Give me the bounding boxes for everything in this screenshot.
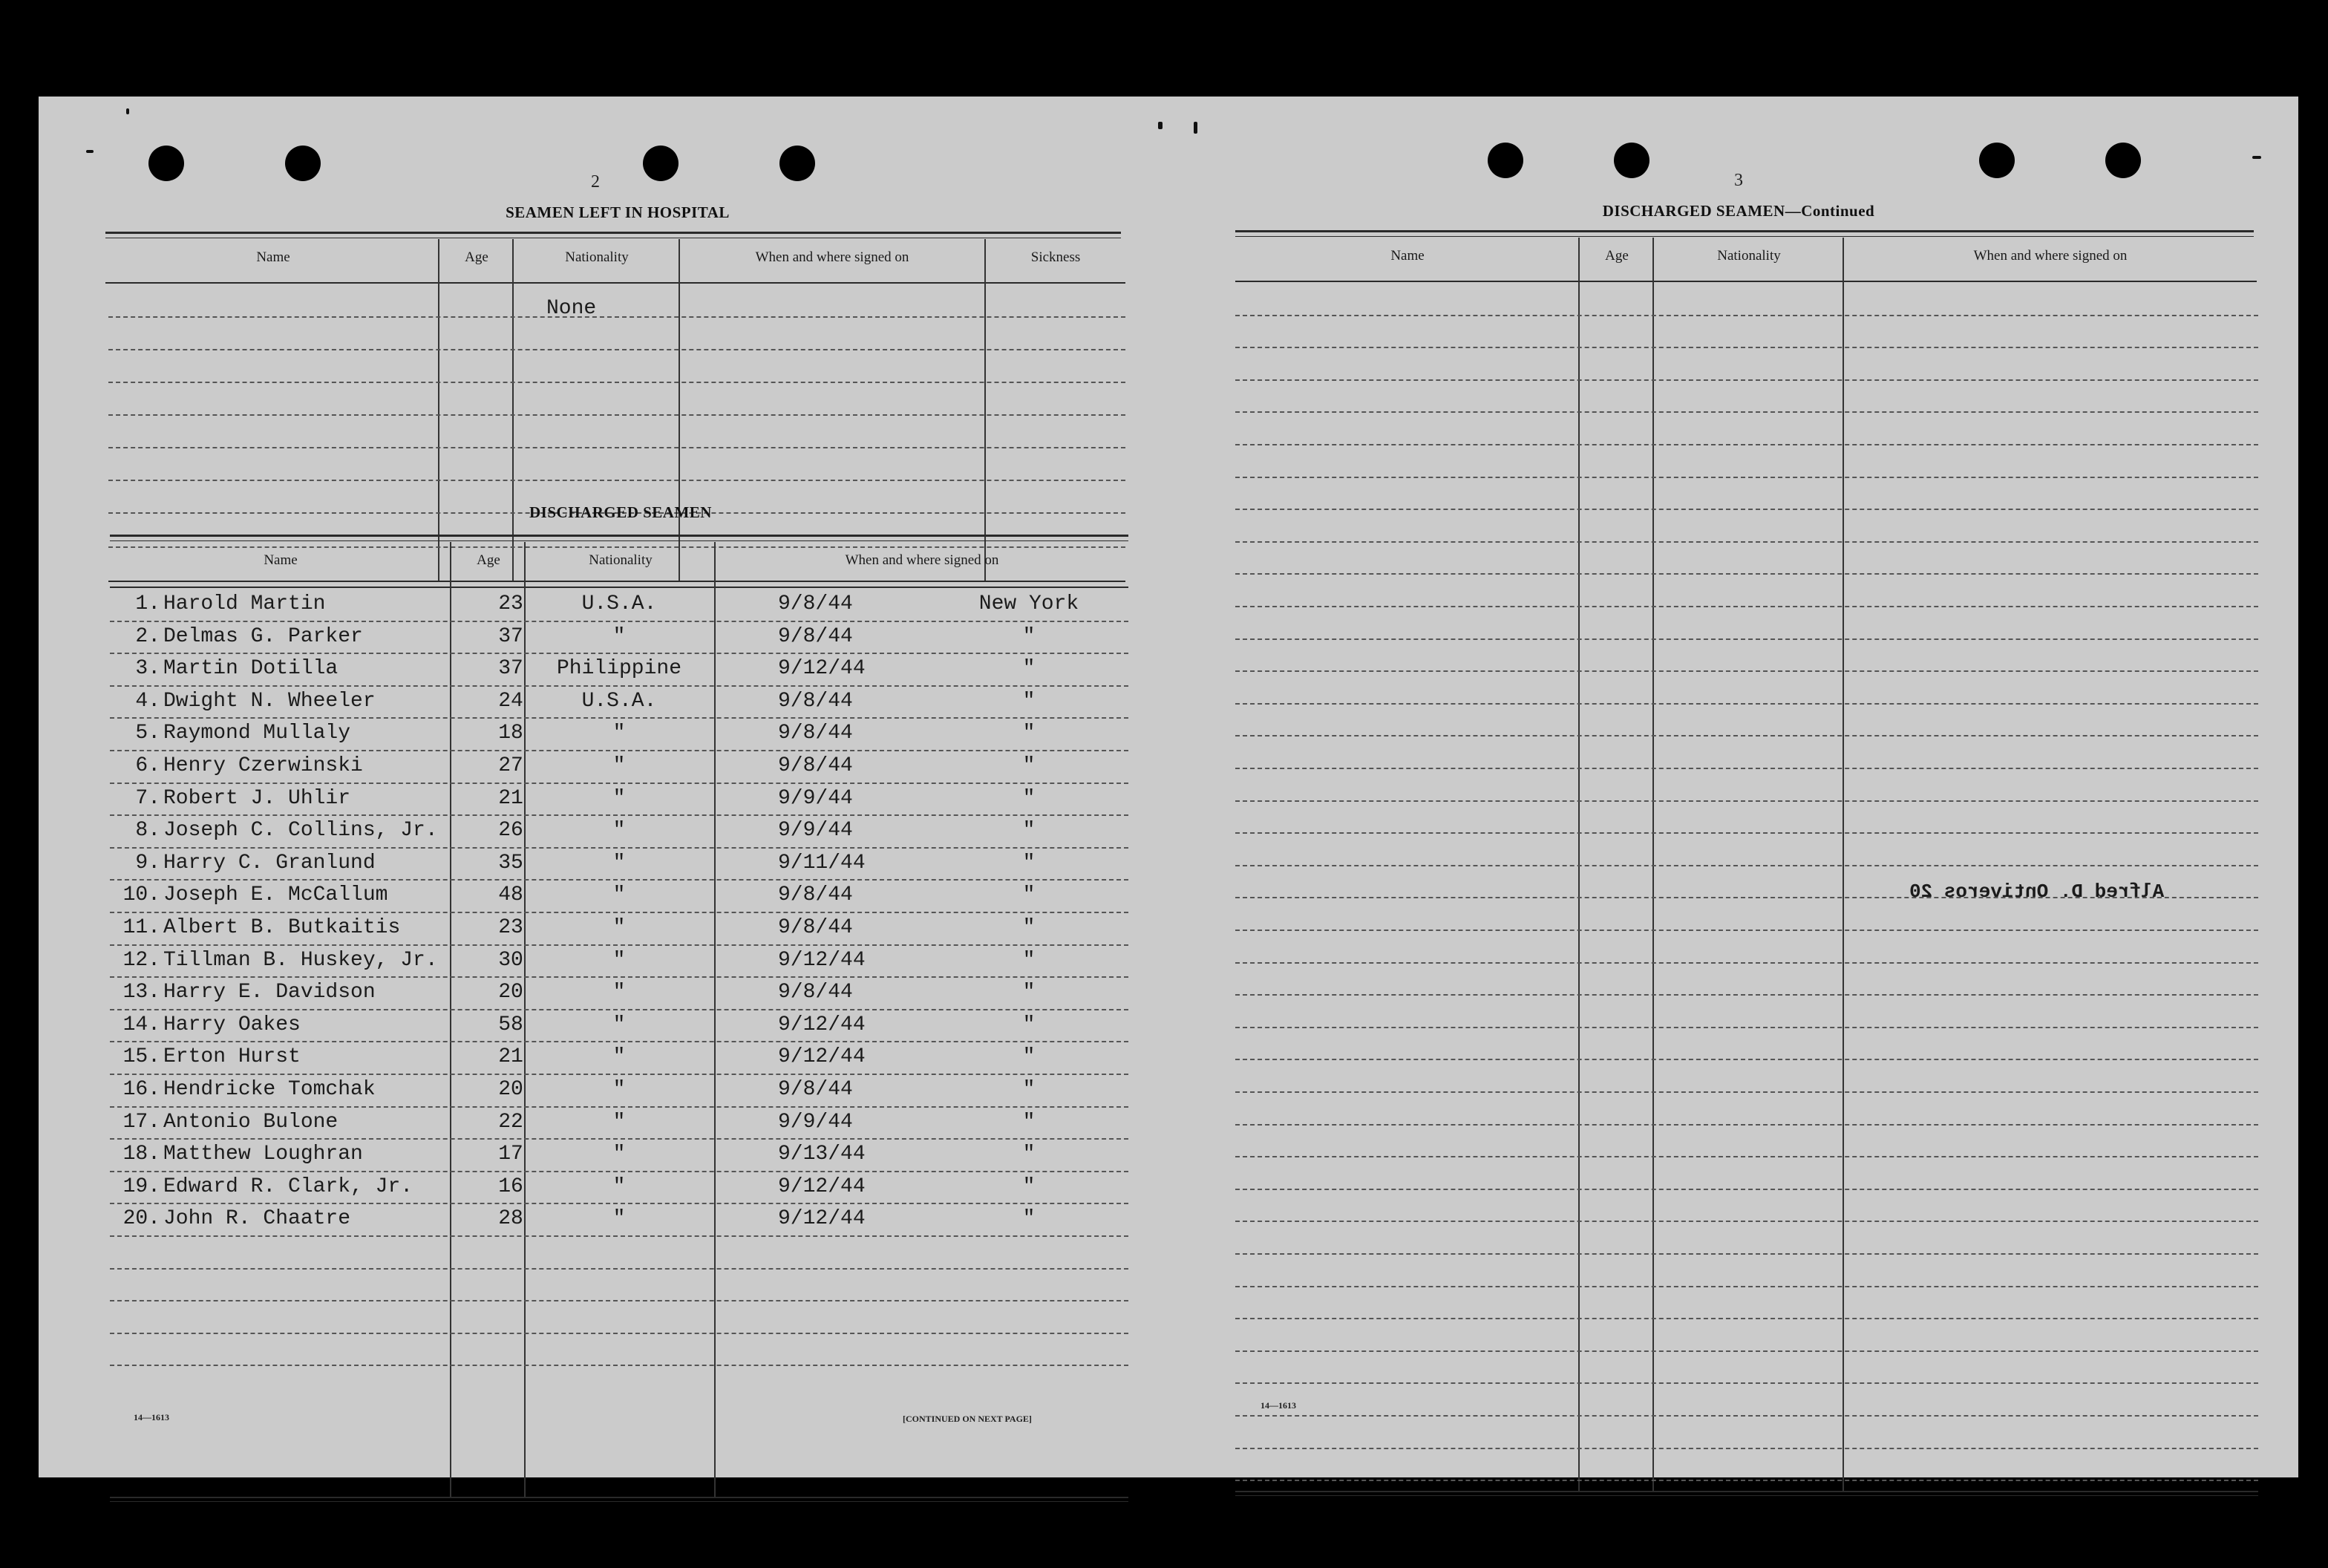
ruled-line: [110, 1106, 1128, 1108]
row-number: 19.: [122, 1175, 160, 1198]
ruled-line: [1235, 962, 2258, 964]
hospital-col-age: Age: [465, 249, 488, 265]
binder-hole: [148, 146, 184, 181]
table-rule: [105, 232, 1121, 234]
signed-on-date: 9/8/44: [778, 883, 853, 906]
signed-on-date: 9/8/44: [778, 754, 853, 777]
seaman-name: Albert B. Butkaitis: [163, 916, 401, 939]
seaman-age: 37: [498, 657, 523, 680]
signed-on-date: 9/9/44: [778, 787, 853, 810]
seaman-nationality: ": [612, 1175, 626, 1198]
seaman-age: 20: [498, 1078, 523, 1101]
row-number: 4.: [135, 690, 160, 713]
row-number: 11.: [122, 916, 160, 939]
ruled-line: [110, 685, 1128, 687]
signed-on-date: 9/8/44: [778, 625, 853, 648]
row-number: 10.: [122, 883, 160, 906]
ruled-line: [1235, 638, 2258, 640]
seaman-age: 23: [498, 592, 523, 615]
binder-hole: [1488, 143, 1523, 178]
ruled-line: [1235, 1027, 2258, 1028]
signed-on-date: 9/8/44: [778, 722, 853, 745]
signed-on-place: ": [1022, 819, 1036, 842]
ruled-line: [110, 783, 1128, 784]
seaman-name: Antonio Bulone: [163, 1111, 339, 1134]
seaman-nationality: ": [612, 1111, 626, 1134]
signed-on-place: ": [1022, 852, 1036, 875]
seaman-name: Harry Oakes: [163, 1013, 301, 1036]
ruled-line: [110, 976, 1128, 978]
seaman-age: 18: [498, 722, 523, 745]
table-rule: [110, 587, 1128, 588]
seaman-name: Martin Dotilla: [163, 657, 339, 680]
seaman-age: 58: [498, 1013, 523, 1036]
seaman-nationality: ": [612, 722, 626, 745]
signed-on-date: 9/12/44: [778, 1207, 866, 1230]
ruled-line: [108, 447, 1125, 448]
title-suffix: —Continued: [1785, 202, 1875, 220]
ruled-line: [1235, 1124, 2258, 1126]
row-number: 5.: [135, 722, 160, 745]
signed-on-date: 9/12/44: [778, 657, 866, 680]
seaman-nationality: ": [612, 625, 626, 648]
seaman-nationality: ": [612, 981, 626, 1004]
ruled-line: [1235, 1091, 2258, 1093]
ruled-line: [1235, 315, 2258, 316]
seaman-nationality: ": [612, 1013, 626, 1036]
seaman-nationality: ": [612, 787, 626, 810]
page-number: 2: [591, 172, 600, 192]
table-rule: [110, 540, 1128, 541]
ruled-line: [1235, 1189, 2258, 1190]
signed-on-place: ": [1022, 787, 1036, 810]
seaman-name: Hendricke Tomchak: [163, 1078, 376, 1101]
row-number: 3.: [135, 657, 160, 680]
row-number: 18.: [122, 1143, 160, 1166]
seaman-nationality: ": [612, 1078, 626, 1101]
hospital-col-nationality: Nationality: [565, 249, 629, 265]
signed-on-date: 9/8/44: [778, 916, 853, 939]
column-divider: [984, 239, 986, 582]
hospital-col-sickness: Sickness: [1030, 249, 1081, 265]
ruled-line: [110, 750, 1128, 751]
signed-on-date: 9/8/44: [778, 1078, 853, 1101]
seaman-name: Robert J. Uhlir: [163, 787, 351, 810]
signed-on-place: ": [1022, 949, 1036, 972]
binder-hole: [779, 146, 815, 181]
seaman-name: Edward R. Clark, Jr.: [163, 1175, 413, 1198]
signed-on-date: 9/8/44: [778, 981, 853, 1004]
ruled-line: [1235, 800, 2258, 802]
page-number: 3: [1734, 171, 1743, 190]
ruled-line: [1235, 1480, 2258, 1481]
seaman-name: Harry E. Davidson: [163, 981, 376, 1004]
ruled-line: [1235, 1448, 2258, 1449]
seaman-nationality: Philippine: [556, 657, 682, 680]
table-rule: [110, 1497, 1128, 1498]
seaman-age: 22: [498, 1111, 523, 1134]
table-rule: [1235, 1491, 2258, 1492]
signed-on-place: ": [1022, 1078, 1036, 1101]
table-rule: [110, 1501, 1128, 1502]
ruled-line: [110, 1235, 1128, 1237]
ruled-line: [1235, 703, 2258, 705]
ruled-line: [1235, 994, 2258, 996]
ruled-line: [1235, 379, 2258, 381]
ruled-line: [1235, 477, 2258, 478]
seaman-nationality: U.S.A.: [581, 592, 657, 615]
ruled-line: [1235, 509, 2258, 510]
ruled-line: [1235, 735, 2258, 736]
seaman-nationality: ": [612, 754, 626, 777]
table-rule: [1235, 1495, 2258, 1496]
seaman-name: Dwight N. Wheeler: [163, 690, 376, 713]
row-number: 12.: [122, 949, 160, 972]
signed-on-place: ": [1022, 916, 1036, 939]
signed-on-date: 9/12/44: [778, 949, 866, 972]
column-divider: [438, 239, 439, 582]
signed-on-place: ": [1022, 657, 1036, 680]
signed-on-place: ": [1022, 1045, 1036, 1068]
ruled-line: [1235, 832, 2258, 834]
row-number: 9.: [135, 852, 160, 875]
binder-hole: [285, 146, 321, 181]
seaman-age: 37: [498, 625, 523, 648]
continued-col-nationality: Nationality: [1717, 248, 1781, 264]
ruled-line: [108, 480, 1125, 481]
seaman-name: Raymond Mullaly: [163, 722, 351, 745]
seaman-name: Matthew Loughran: [163, 1143, 363, 1166]
signed-on-place: ": [1022, 1013, 1036, 1036]
seaman-name: Tillman B. Huskey, Jr.: [163, 949, 438, 972]
document-paper: [39, 97, 2298, 1477]
seaman-age: 48: [498, 883, 523, 906]
continued-col-name: Name: [1390, 248, 1425, 264]
table-rule: [105, 282, 1125, 284]
ink-speck: [1194, 122, 1197, 134]
ruled-line: [110, 653, 1128, 654]
hospital-section-title: SEAMEN LEFT IN HOSPITAL: [506, 203, 730, 221]
continued-col-signed-on: When and where signed on: [1973, 248, 2128, 264]
seaman-nationality: ": [612, 852, 626, 875]
seaman-age: 20: [498, 981, 523, 1004]
row-number: 17.: [122, 1111, 160, 1134]
ink-speck: [86, 150, 94, 153]
ruled-line: [110, 1365, 1128, 1366]
table-rule: [1235, 281, 2257, 282]
section-title: DISCHARGED SEAMEN: [1602, 202, 1785, 220]
ruled-line: [110, 1268, 1128, 1270]
ruled-line: [108, 382, 1125, 383]
discharged-section-title: DISCHARGED SEAMEN: [529, 503, 712, 521]
hospital-entry: None: [546, 297, 597, 320]
seaman-nationality: ": [612, 949, 626, 972]
ruled-line: [110, 1074, 1128, 1075]
ruled-line: [110, 1333, 1128, 1334]
signed-on-date: 9/12/44: [778, 1013, 866, 1036]
seaman-name: Harry C. Granlund: [163, 852, 376, 875]
ruled-line: [110, 879, 1128, 881]
signed-on-date: 9/9/44: [778, 1111, 853, 1134]
seaman-nationality: ": [612, 883, 626, 906]
ruled-line: [110, 944, 1128, 946]
discharged-col-name: Name: [264, 552, 298, 568]
signed-on-place: ": [1022, 754, 1036, 777]
binder-hole: [1614, 143, 1649, 178]
signed-on-date: 9/12/44: [778, 1175, 866, 1198]
binder-hole: [2105, 143, 2141, 178]
table-rule: [1235, 230, 2254, 232]
seaman-age: 21: [498, 787, 523, 810]
ruled-line: [110, 1203, 1128, 1204]
signed-on-place: ": [1022, 1111, 1036, 1134]
hospital-col-name: Name: [256, 249, 290, 265]
signed-on-place: ": [1022, 1207, 1036, 1230]
ruled-line: [1235, 1415, 2258, 1417]
continued-footnote: [CONTINUED ON NEXT PAGE]: [903, 1414, 1032, 1424]
seaman-age: 28: [498, 1207, 523, 1230]
row-number: 7.: [135, 787, 160, 810]
signed-on-place: New York: [978, 592, 1079, 615]
column-divider: [512, 239, 514, 582]
ruled-line: [1235, 1059, 2258, 1060]
ruled-line: [1235, 1350, 2258, 1352]
seaman-nationality: ": [612, 1045, 626, 1068]
ruled-line: [110, 1041, 1128, 1042]
ruled-line: [110, 814, 1128, 816]
seaman-name: Harold Martin: [163, 592, 326, 615]
row-number: 20.: [122, 1207, 160, 1230]
seaman-age: 23: [498, 916, 523, 939]
ruled-line: [1235, 1221, 2258, 1222]
seaman-name: Delmas G. Parker: [163, 625, 363, 648]
signed-on-date: 9/8/44: [778, 690, 853, 713]
ruled-line: [1235, 541, 2258, 543]
ruled-line: [108, 316, 1125, 318]
signed-on-place: ": [1022, 981, 1036, 1004]
ruled-line: [1235, 411, 2258, 413]
form-number: 14—1613: [1261, 1400, 1296, 1411]
discharged-col-nationality: Nationality: [589, 552, 653, 568]
ruled-line: [1235, 768, 2258, 769]
binder-hole: [1979, 143, 2015, 178]
signed-on-place: ": [1022, 722, 1036, 745]
seaman-nationality: ": [612, 1143, 626, 1166]
signed-on-place: ": [1022, 625, 1036, 648]
ruled-line: [1235, 1156, 2258, 1157]
ink-speck: [1158, 122, 1163, 129]
signed-on-date: 9/13/44: [778, 1143, 866, 1166]
ruled-line: [1235, 444, 2258, 445]
seaman-age: 26: [498, 819, 523, 842]
ruled-line: [110, 621, 1128, 622]
seaman-age: 21: [498, 1045, 523, 1068]
binder-hole: [643, 146, 679, 181]
seaman-name: John R. Chaatre: [163, 1207, 351, 1230]
signed-on-place: ": [1022, 1175, 1036, 1198]
seaman-age: 27: [498, 754, 523, 777]
seaman-name: Erton Hurst: [163, 1045, 301, 1068]
column-divider: [679, 239, 680, 582]
ruled-line: [110, 1171, 1128, 1172]
seaman-nationality: ": [612, 1207, 626, 1230]
seaman-age: 24: [498, 690, 523, 713]
row-number: 1.: [135, 592, 160, 615]
form-number: 14—1613: [134, 1412, 169, 1422]
signed-on-date: 9/12/44: [778, 1045, 866, 1068]
signed-on-date: 9/9/44: [778, 819, 853, 842]
ruled-line: [1235, 573, 2258, 575]
ruled-line: [108, 546, 1125, 548]
seaman-nationality: ": [612, 916, 626, 939]
signed-on-place: ": [1022, 690, 1036, 713]
ruled-line: [110, 912, 1128, 913]
seaman-name: Henry Czerwinski: [163, 754, 363, 777]
ruled-line: [1235, 1286, 2258, 1287]
discharged-col-age: Age: [477, 552, 500, 568]
ruled-line: [108, 349, 1125, 350]
ruled-line: [110, 1138, 1128, 1140]
row-number: 8.: [135, 819, 160, 842]
ruled-line: [1235, 1318, 2258, 1319]
row-number: 2.: [135, 625, 160, 648]
row-number: 15.: [122, 1045, 160, 1068]
row-number: 14.: [122, 1013, 160, 1036]
seaman-age: 35: [498, 852, 523, 875]
seaman-age: 30: [498, 949, 523, 972]
row-number: 6.: [135, 754, 160, 777]
ruled-line: [110, 847, 1128, 849]
continued-section-title: [1575, 202, 1902, 220]
ruled-line: [108, 414, 1125, 416]
ruled-line: [110, 1300, 1128, 1301]
signed-on-date: 9/11/44: [778, 852, 866, 875]
ruled-line: [1235, 865, 2258, 866]
ink-speck: [126, 108, 129, 114]
continued-col-age: Age: [1605, 248, 1629, 264]
table-rule: [1235, 236, 2254, 237]
row-number: 16.: [122, 1078, 160, 1101]
table-rule: [110, 535, 1128, 537]
ruled-line: [1235, 347, 2258, 348]
signed-on-date: 9/8/44: [778, 592, 853, 615]
ruled-line: [1235, 930, 2258, 931]
discharged-col-signed-on: When and where signed on: [845, 552, 999, 568]
table-rule: [108, 581, 1125, 582]
signed-on-place: ": [1022, 883, 1036, 906]
seaman-age: 16: [498, 1175, 523, 1198]
ruled-line: [1235, 670, 2258, 672]
row-number: 13.: [122, 981, 160, 1004]
seaman-name: Joseph E. McCallum: [163, 883, 388, 906]
ruled-line: [1235, 1253, 2258, 1255]
hospital-col-signed-on: When and where signed on: [755, 249, 909, 265]
ruled-line: [1235, 1382, 2258, 1384]
seaman-nationality: U.S.A.: [581, 690, 657, 713]
seaman-age: 17: [498, 1143, 523, 1166]
ruled-line: [110, 1009, 1128, 1010]
seaman-name: Joseph C. Collins, Jr.: [163, 819, 438, 842]
signed-on-place: ": [1022, 1143, 1036, 1166]
ruled-line: [110, 717, 1128, 719]
seaman-nationality: ": [612, 819, 626, 842]
ink-speck: [2252, 156, 2261, 159]
bleed-through-text: Alfred D. Ontiveros 20: [1909, 881, 2165, 903]
ruled-line: [1235, 606, 2258, 607]
